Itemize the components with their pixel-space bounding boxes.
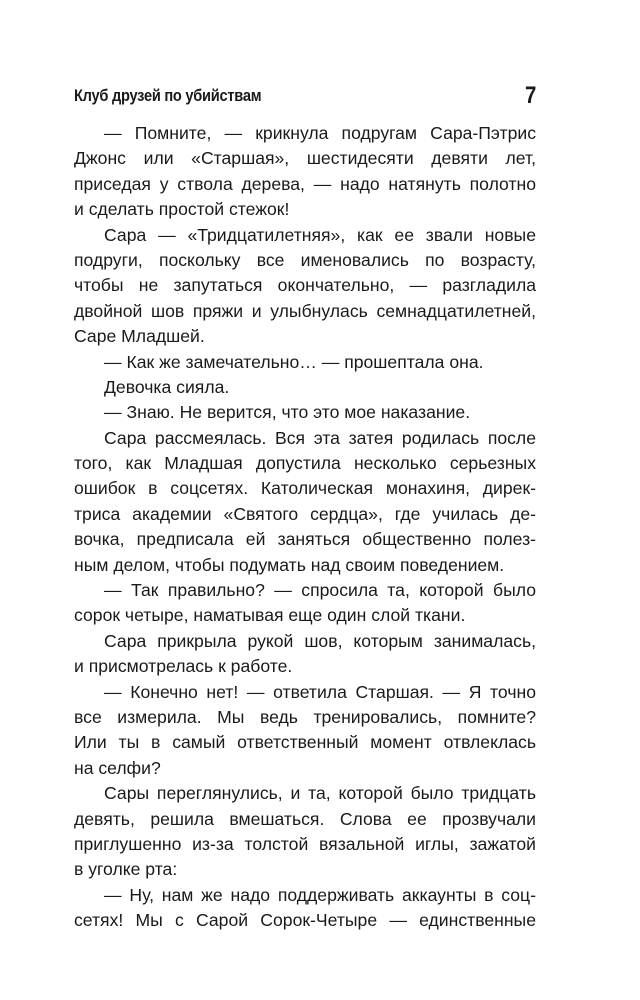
text-line: того, как Младшая допустила несколько серьезных (74, 453, 536, 474)
text-line: — Конечно нет! — ответила Старшая. — Я точно (104, 681, 536, 702)
body-text (74, 121, 536, 934)
text-line: Сара прикрыла рукой шов, которым занималась, (104, 630, 536, 651)
text-line: — Ну, нам же надо поддерживать аккаунты в соц- (104, 884, 536, 905)
text-line: сетях! Мы с Сарой Сорок-Четыре — единственные (74, 910, 536, 931)
text-line: — Как же замечательно… — прошептала она. (104, 351, 484, 372)
text-line: Или ты в самый ответственный момент отвлеклась (74, 732, 536, 753)
text-line: все измерила. Мы ведь тренировались, помните? (74, 706, 536, 727)
text-line: приглушенно из-за толстой вязальной иглы, зажатой (74, 833, 536, 854)
text-line: и сделать простой стежок! (74, 199, 290, 220)
text-line: вочка, предписала ей заняться общественно полез- (74, 529, 536, 550)
text-line: чтобы не запутаться окончательно, — разгладила (74, 275, 536, 296)
text-line: двойной шов пряжи и улыбнулась семнадцатилетней, (74, 300, 536, 321)
text-line: ным делом, чтобы подумать над своим поведением. (74, 554, 505, 575)
text-line: Джонс или «Старшая», шестидесяти девяти лет, (74, 148, 536, 169)
running-title: Клуб друзей по убийствам (74, 86, 262, 105)
text-line: Саре Младшей. (74, 326, 205, 347)
text-line: Сара рассмеялась. Вся эта затея родилась после (104, 427, 536, 448)
text-line: Сары переглянулись, и та, которой было тридцать (104, 783, 536, 804)
text-line: сорок четыре, наматывая еще один слой ткани. (74, 605, 466, 626)
text-line: в уголке рта: (74, 859, 178, 880)
text-line: Сара — «Тридцатилетняя», как ее звали новые (104, 224, 536, 245)
running-head (74, 82, 536, 112)
text-line: триса академии «Святого сердца», где училась де- (74, 503, 536, 524)
page-number: 7 (524, 82, 536, 109)
text-line: девять, решила вмешаться. Слова ее прозвучали (74, 808, 536, 829)
text-line: Девочка сияла. (104, 376, 230, 397)
text-line: — Так правильно? — спросила та, которой было (104, 580, 536, 601)
text-line: подруги, поскольку все именовались по возрасту, (74, 249, 536, 270)
text-line: на селфи? (74, 757, 161, 778)
text-line: — Помните, — крикнула подругам Сара-Пэтрис (104, 123, 536, 143)
text-line: и присмотрелась к работе. (74, 656, 293, 677)
text-line: приседая у ствола дерева, — надо натянуть полотно (74, 173, 536, 194)
text-line: ошибок в соцсетях. Католическая монахиня, дирек- (74, 478, 536, 499)
text-line: — Знаю. Не верится, что это мое наказание. (104, 402, 471, 423)
